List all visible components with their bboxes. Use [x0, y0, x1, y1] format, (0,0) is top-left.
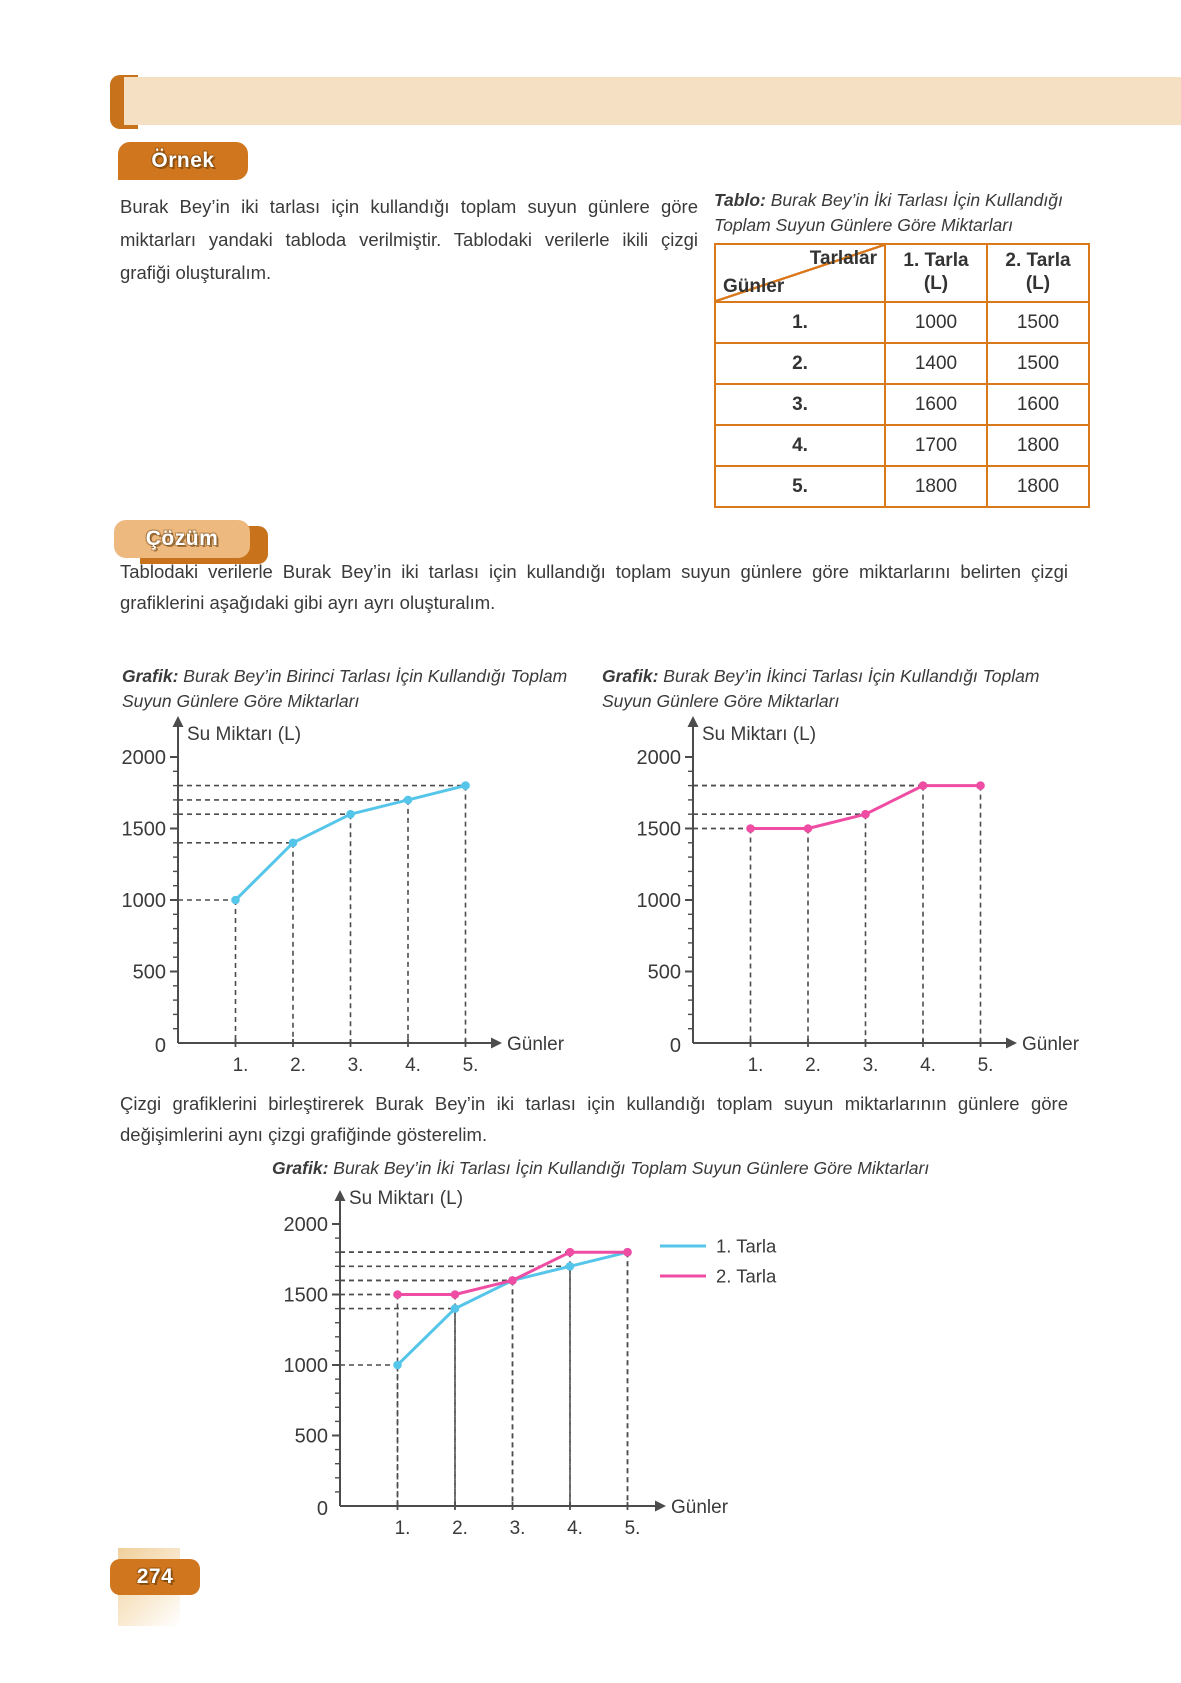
field1-value: 1700: [885, 425, 987, 466]
day-cell: 5.: [715, 466, 885, 507]
svg-text:5.: 5.: [624, 1518, 641, 1539]
svg-text:2.: 2.: [452, 1518, 468, 1539]
svg-text:1.: 1.: [394, 1518, 411, 1539]
first-field-line-chart: [116, 700, 586, 1088]
table-row: [715, 302, 1089, 343]
field1-value: 1600: [885, 384, 987, 425]
table-corner-cell: [715, 244, 885, 302]
svg-text:2. Tarla: 2. Tarla: [716, 1265, 777, 1287]
field2-value: 1800: [987, 425, 1089, 466]
svg-text:4.: 4.: [567, 1518, 583, 1539]
example-text: Burak Bey’in iki tarlası için kullandığı toplam suyun günlere göre miktarları yandaki tabloda verilmiştir. Tablodaki verilerle ikili çizgi grafiği oluşturalım.: [120, 196, 698, 283]
chart2-title: Grafik: Burak Bey’in İkinci Tarlası İçin Kullandığı Toplam Suyun Günlere Göre Miktarları: [602, 666, 1040, 711]
combined-line-chart: [278, 1180, 858, 1560]
svg-text:4.: 4.: [920, 1055, 936, 1076]
section-header-bar: [124, 77, 1181, 125]
svg-text:Günler: Günler: [1022, 1034, 1080, 1055]
svg-text:0: 0: [669, 1035, 681, 1057]
svg-text:1. Tarla: 1. Tarla: [716, 1235, 777, 1257]
svg-text:500: 500: [294, 1425, 328, 1448]
table-row: [715, 384, 1089, 425]
svg-text:500: 500: [132, 961, 166, 984]
table-caption-text: Burak Bey’in İki Tarlası İçin Kullandığı Toplam Suyun Günlere Göre Miktarları: [714, 190, 1063, 235]
svg-text:500: 500: [647, 961, 681, 984]
table-row: [715, 425, 1089, 466]
field1-value: 1800: [885, 466, 987, 507]
water-usage-table: [714, 243, 1090, 508]
field1-value: 1000: [885, 302, 987, 343]
day-cell: 2.: [715, 343, 885, 384]
example-badge-label: Örnek: [151, 149, 215, 172]
table-caption-label: Tablo:: [714, 190, 766, 210]
solution-badge: [114, 520, 250, 558]
example-badge: [118, 142, 248, 180]
day-cell: 1.: [715, 302, 885, 343]
day-cell: 4.: [715, 425, 885, 466]
svg-text:0: 0: [154, 1035, 166, 1057]
svg-text:Günler: Günler: [671, 1497, 729, 1518]
field2-value: 1600: [987, 384, 1089, 425]
svg-text:2000: 2000: [283, 1214, 328, 1236]
field2-value: 1800: [987, 466, 1089, 507]
svg-text:5.: 5.: [462, 1055, 479, 1076]
table-caption: [714, 188, 1086, 238]
column-header-field2: 2. Tarla (L): [987, 244, 1089, 302]
svg-text:1500: 1500: [636, 818, 681, 841]
svg-text:2.: 2.: [290, 1055, 306, 1076]
solution-intro-text: Tablodaki verilerle Burak Bey’in iki tarlası için kullandığı toplam suyun günlere göre miktarlarını belirten çizgi grafiklerini aşağıdaki gibi ayrı ayrı oluşturalım.: [120, 561, 1068, 613]
table-row: [715, 466, 1089, 507]
svg-text:3.: 3.: [862, 1055, 879, 1076]
field1-value: 1400: [885, 343, 987, 384]
solution-badge-label: Çözüm: [145, 527, 219, 550]
corner-label-days: Günler: [723, 276, 785, 297]
svg-text:1000: 1000: [283, 1355, 328, 1377]
page-number-badge: [110, 1559, 200, 1595]
svg-text:1.: 1.: [232, 1055, 249, 1076]
day-cell: 3.: [715, 384, 885, 425]
field2-value: 1500: [987, 302, 1089, 343]
svg-text:1000: 1000: [121, 890, 166, 912]
svg-text:Su Miktarı (L): Su Miktarı (L): [187, 724, 302, 745]
svg-text:Su Miktarı (L): Su Miktarı (L): [349, 1188, 464, 1209]
svg-text:3.: 3.: [347, 1055, 364, 1076]
svg-text:0: 0: [316, 1498, 328, 1520]
column-header-field1: 1. Tarla (L): [885, 244, 987, 302]
second-field-line-chart: [631, 700, 1101, 1088]
svg-text:1.: 1.: [747, 1055, 764, 1076]
svg-text:Su Miktarı (L): Su Miktarı (L): [702, 724, 817, 745]
svg-text:1000: 1000: [636, 890, 681, 912]
svg-text:3.: 3.: [509, 1518, 526, 1539]
svg-text:1500: 1500: [121, 818, 166, 841]
svg-text:4.: 4.: [405, 1055, 421, 1076]
svg-text:2000: 2000: [636, 747, 681, 769]
combine-text: Çizgi grafiklerini birleştirerek Burak Bey’in iki tarlası için kullandığı toplam suyun miktarlarının günlere göre değişimlerini aynı çizgi grafiğinde gösterelim.: [120, 1093, 1068, 1145]
svg-text:2.: 2.: [805, 1055, 821, 1076]
svg-text:5.: 5.: [977, 1055, 994, 1076]
table-row: [715, 343, 1089, 384]
svg-text:Günler: Günler: [507, 1034, 565, 1055]
chart1-title: Grafik: Burak Bey’in Birinci Tarlası İçin Kullandığı Toplam Suyun Günlere Göre Miktarları: [122, 666, 568, 711]
svg-text:1500: 1500: [283, 1284, 328, 1307]
chart3-title: Grafik: Burak Bey’in İki Tarlası İçin Kullandığı Toplam Suyun Günlere Göre Miktarları: [272, 1158, 930, 1178]
page-number: 274: [136, 1565, 174, 1588]
corner-label-fields: Tarlalar: [809, 248, 877, 269]
svg-text:2000: 2000: [121, 747, 166, 769]
table-header-row: [715, 244, 1089, 302]
field2-value: 1500: [987, 343, 1089, 384]
